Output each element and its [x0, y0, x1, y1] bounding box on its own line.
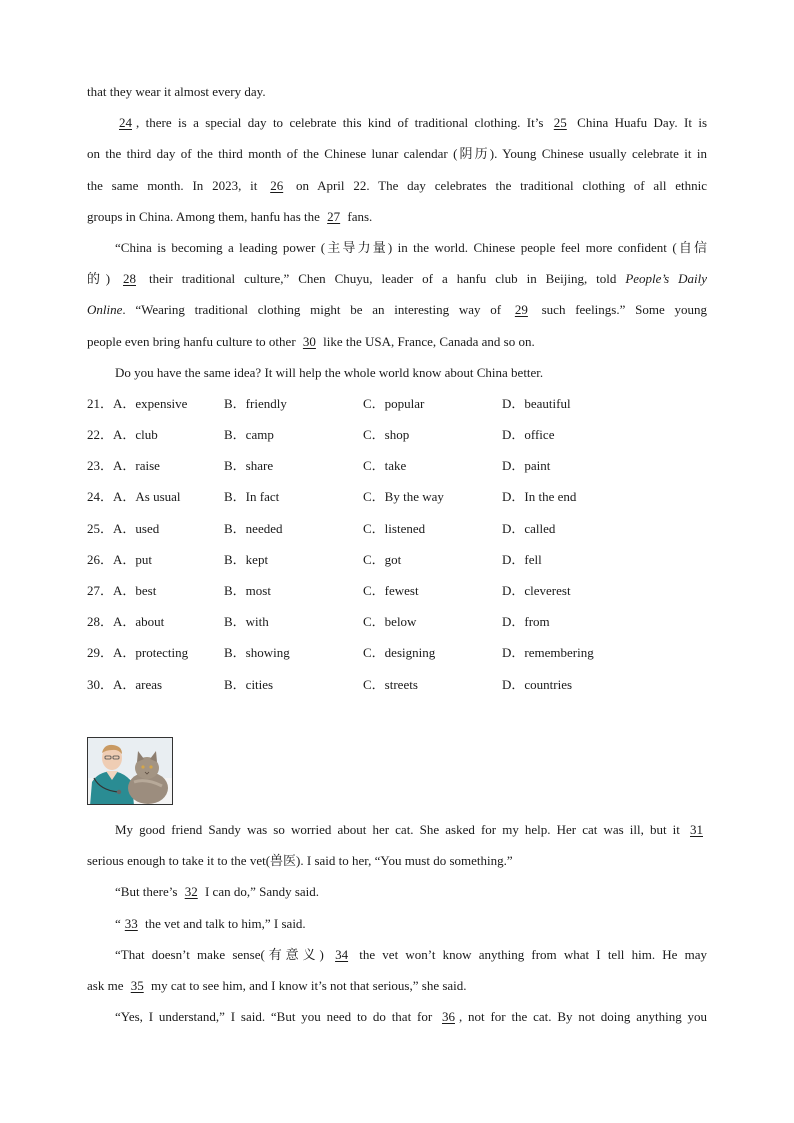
option-d[interactable]: D．countries — [502, 676, 573, 692]
text: . “Wearing traditional clothing might be an interesting way of — [122, 302, 511, 318]
text: the vet won’t know anything from what I tell him. He may — [352, 946, 707, 962]
vet-cat-illustration — [88, 738, 173, 805]
option-a[interactable]: 21．A．expensive — [87, 395, 188, 411]
passage-line — [87, 939, 707, 970]
option-d[interactable]: D．In the end — [502, 489, 577, 505]
answer-blank: 28 — [123, 271, 136, 287]
option-row — [87, 419, 707, 450]
answer-blank: 26 — [270, 177, 284, 193]
answer-blank: 29 — [514, 302, 528, 318]
option-d[interactable]: D．paint — [502, 458, 551, 474]
passage-line — [87, 814, 707, 845]
text: my cat to see him, and I know it’s not that serious,” she said. — [147, 977, 467, 993]
option-a[interactable]: 30．A．areas — [87, 676, 163, 692]
option-b[interactable]: B．friendly — [224, 395, 287, 411]
passage-line: Do you have the same idea? It will help the whole world know about China better. — [115, 364, 544, 380]
option-b[interactable]: B．needed — [224, 520, 283, 536]
option-d[interactable]: D．office — [502, 427, 555, 443]
passage-line — [87, 908, 707, 939]
option-c[interactable]: C．got — [363, 551, 402, 567]
option-c[interactable]: C．take — [363, 458, 407, 474]
text: My good friend Sandy was so worried about her cat. She asked for my help. Her cat was ill, but it — [115, 822, 686, 837]
text: “Yes, I understand,” I said. “But you need to do that for — [115, 1009, 438, 1025]
option-d[interactable]: D．fell — [502, 551, 542, 567]
text: like the USA, France, Canada and so on. — [319, 333, 535, 349]
answer-blank: 24 — [119, 115, 132, 131]
passage-line — [87, 294, 707, 325]
source-name: Online — [87, 302, 123, 318]
option-c[interactable]: C．below — [363, 614, 417, 630]
text: , not for the cat. By not doing anything you — [458, 1009, 708, 1025]
option-c[interactable]: C．shop — [363, 427, 410, 443]
answer-blank: 32 — [184, 884, 198, 900]
option-d[interactable]: D．from — [502, 614, 550, 630]
option-d[interactable]: D．remembering — [502, 645, 594, 661]
option-c[interactable]: C．By the way — [363, 489, 444, 505]
text: 的) — [87, 271, 119, 287]
passage-line: that they wear it almost every day. — [87, 84, 266, 99]
passage-line: “China is becoming a leading power (主导力量) in the world. Chinese people feel more confident (自信 — [115, 239, 707, 255]
passage-two — [87, 814, 707, 1032]
option-a[interactable]: 28．A．about — [87, 614, 165, 630]
text: “But there’s — [115, 884, 181, 900]
option-row — [87, 450, 707, 481]
passage-line: on the third day of the third month of the Chinese lunar calendar (阴历). Young Chinese usually celebrate it in — [87, 146, 707, 162]
text: “ — [115, 915, 121, 931]
answer-blank: 33 — [124, 915, 138, 931]
passage-line — [87, 326, 707, 357]
answer-blank: 31 — [690, 822, 703, 837]
passage-line — [87, 201, 707, 232]
answer-blank: 27 — [327, 208, 341, 224]
answer-blank: 35 — [130, 977, 144, 993]
option-d[interactable]: D．called — [502, 520, 556, 536]
passage-line — [87, 263, 707, 294]
option-d[interactable]: D．cleverest — [502, 583, 571, 598]
option-row — [87, 575, 707, 606]
option-row — [87, 606, 707, 637]
option-c[interactable]: C．fewest — [363, 583, 419, 598]
option-row — [87, 637, 707, 668]
passage-line — [87, 107, 707, 138]
option-d[interactable]: D．beautiful — [502, 395, 571, 411]
option-b[interactable]: B．share — [224, 458, 274, 474]
text: China Huafu Day. It is — [570, 115, 707, 131]
answer-blank: 34 — [335, 946, 349, 962]
text: ask me — [87, 977, 127, 993]
option-a[interactable]: 27．A．best — [87, 583, 157, 598]
answer-blank: 30 — [302, 333, 316, 349]
text: such feelings.” Some young — [531, 302, 707, 318]
vet-and-cat-photo — [87, 737, 173, 805]
text: people even bring hanfu culture to other — [87, 333, 299, 349]
option-c[interactable]: C．streets — [363, 676, 418, 692]
text: their traditional culture,” Chen Chuyu, leader of a hanfu club in Beijing, told — [140, 271, 626, 287]
passage-line — [87, 970, 707, 1001]
option-b[interactable]: B．camp — [224, 427, 274, 443]
option-c[interactable]: C．listened — [363, 520, 426, 536]
option-a[interactable]: 25．A．used — [87, 520, 160, 536]
answer-blank: 36 — [441, 1009, 455, 1025]
text: the same month. In 2023, it — [87, 177, 267, 193]
option-b[interactable]: B．cities — [224, 676, 274, 692]
option-a[interactable]: 22．A．club — [87, 427, 158, 443]
option-row — [87, 669, 707, 700]
text: , there is a special day to celebrate this kind of traditional clothing. It’s — [136, 115, 544, 131]
passage-line — [87, 170, 707, 201]
text: groups in China. Among them, hanfu has the — [87, 208, 324, 224]
option-b[interactable]: B．In fact — [224, 489, 280, 505]
option-c[interactable]: C．designing — [363, 645, 436, 661]
answer-blank: 25 — [553, 115, 567, 131]
text: on April 22. The day celebrates the traditional clothing of all ethnic — [287, 177, 707, 193]
passage-one — [87, 76, 707, 700]
passage-line: serious enough to take it to the vet(兽医). I said to her, “You must do something.” — [87, 853, 513, 869]
passage-line — [87, 876, 707, 907]
option-a[interactable]: 29．A．protecting — [87, 645, 189, 661]
passage-line — [87, 1001, 707, 1032]
option-row — [87, 481, 707, 512]
option-row — [87, 513, 707, 544]
text: the vet and talk to him,” I said. — [141, 915, 306, 931]
option-b[interactable]: B．showing — [224, 645, 290, 661]
option-b[interactable]: B．kept — [224, 551, 269, 567]
text: I can do,” Sandy said. — [201, 884, 320, 900]
option-a[interactable]: 23．A．raise — [87, 458, 160, 474]
option-a[interactable]: 24．A．As usual — [87, 489, 181, 505]
option-b[interactable]: B．with — [224, 614, 269, 630]
options-list — [87, 388, 707, 700]
option-c[interactable]: C．popular — [363, 395, 425, 411]
option-row — [87, 544, 707, 575]
text: “That doesn’t make sense(有意义) — [115, 946, 332, 962]
option-b[interactable]: B．most — [224, 583, 271, 598]
source-name: People’s Daily — [625, 271, 707, 287]
option-a[interactable]: 26．A．put — [87, 551, 153, 567]
option-row — [87, 388, 707, 419]
text: fans. — [344, 208, 373, 224]
